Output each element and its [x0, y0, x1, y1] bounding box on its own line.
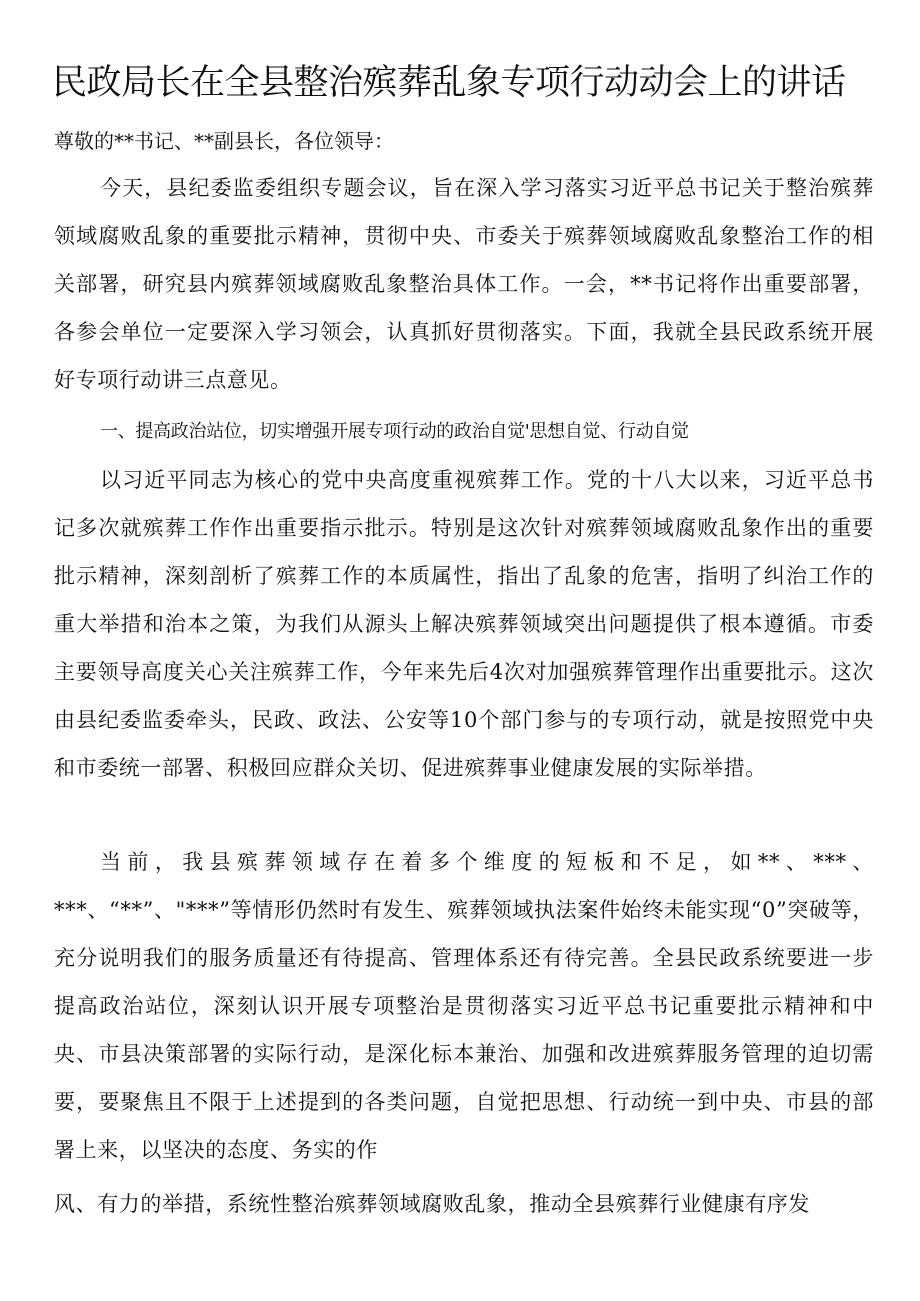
greeting-line: 尊敬的**书记、**副县长，各位领导：	[54, 129, 394, 153]
paragraph-central-attention: 以习近平同志为核心的党中央高度重视殡葬工作。党的十八大以来，习近平总书记多次就殡葬工作作出重要指示批示。特别是这次针对殡葬领域腐败乱象作出的重要批示精神，深刻剖析了殡葬工作的本质属性，指出了乱象的危害，指明了纠治工作的重大举措和治本之策，为我们从源头上解决殡葬领域突出问题提供了根本遵循。市委主要领导高度关心关注殡葬工作，今年来先后4次对加强殡葬管理作出重要批示。这次由县纪委监委牵头，民政、政法、公安等10个部门参与的专项行动，就是按照党中央和市委统一部署、积极回应群众关切、促进殡葬事业健康发展的实际举措。	[54, 468, 874, 780]
paragraph-continuation: 风、有力的举措，系统性整治殡葬领域腐败乱象，推动全县殡葬行业健康有序发	[54, 1192, 810, 1216]
paragraph-intro: 今天，县纪委监委组织专题会议，旨在深入学习落实习近平总书记关于整治殡葬领域腐败乱象的重要批示精神，贯彻中央、市委关于殡葬领域腐败乱象整治工作的相关部署，研究县内殡葬领域腐败乱象整治具体工作。一会，**书记将作出重要部署，各参会单位一定要深入学习领会，认真抓好贯彻落实。下面，我就全县民政系统开展好专项行动讲三点意见。	[54, 176, 874, 392]
paragraph-current-situation: 当前，我县殡葬领域存在着多个维度的短板和不足，如**、***、***、“**”、"***”等情形仍然时有发生、殡葬领域执法案件始终未能实现“0”突破等，充分说明我们的服务质量还有待提高、管理体系还有待完善。全县民政系统要进一步提高政治站位，深刻认识开展专项整治是贯彻落实习近平总书记重要批示精神和中央、市县决策部署的实际行动，是深化标本兼治、加强和改进殡葬服务管理的迫切需要，要聚焦且不限于上述提到的各类问题，自觉把思想、行动统一到中央、市县的部署上来，以坚决的态度、务实的作	[54, 850, 874, 1162]
document-title: 民政局长在全县整治殡葬乱象专项行动动会上的讲话	[52, 63, 846, 103]
section-heading-1: 一、提高政治站位，切实增强开展专项行动的政治自觉'思想自觉、行动自觉	[100, 421, 689, 442]
